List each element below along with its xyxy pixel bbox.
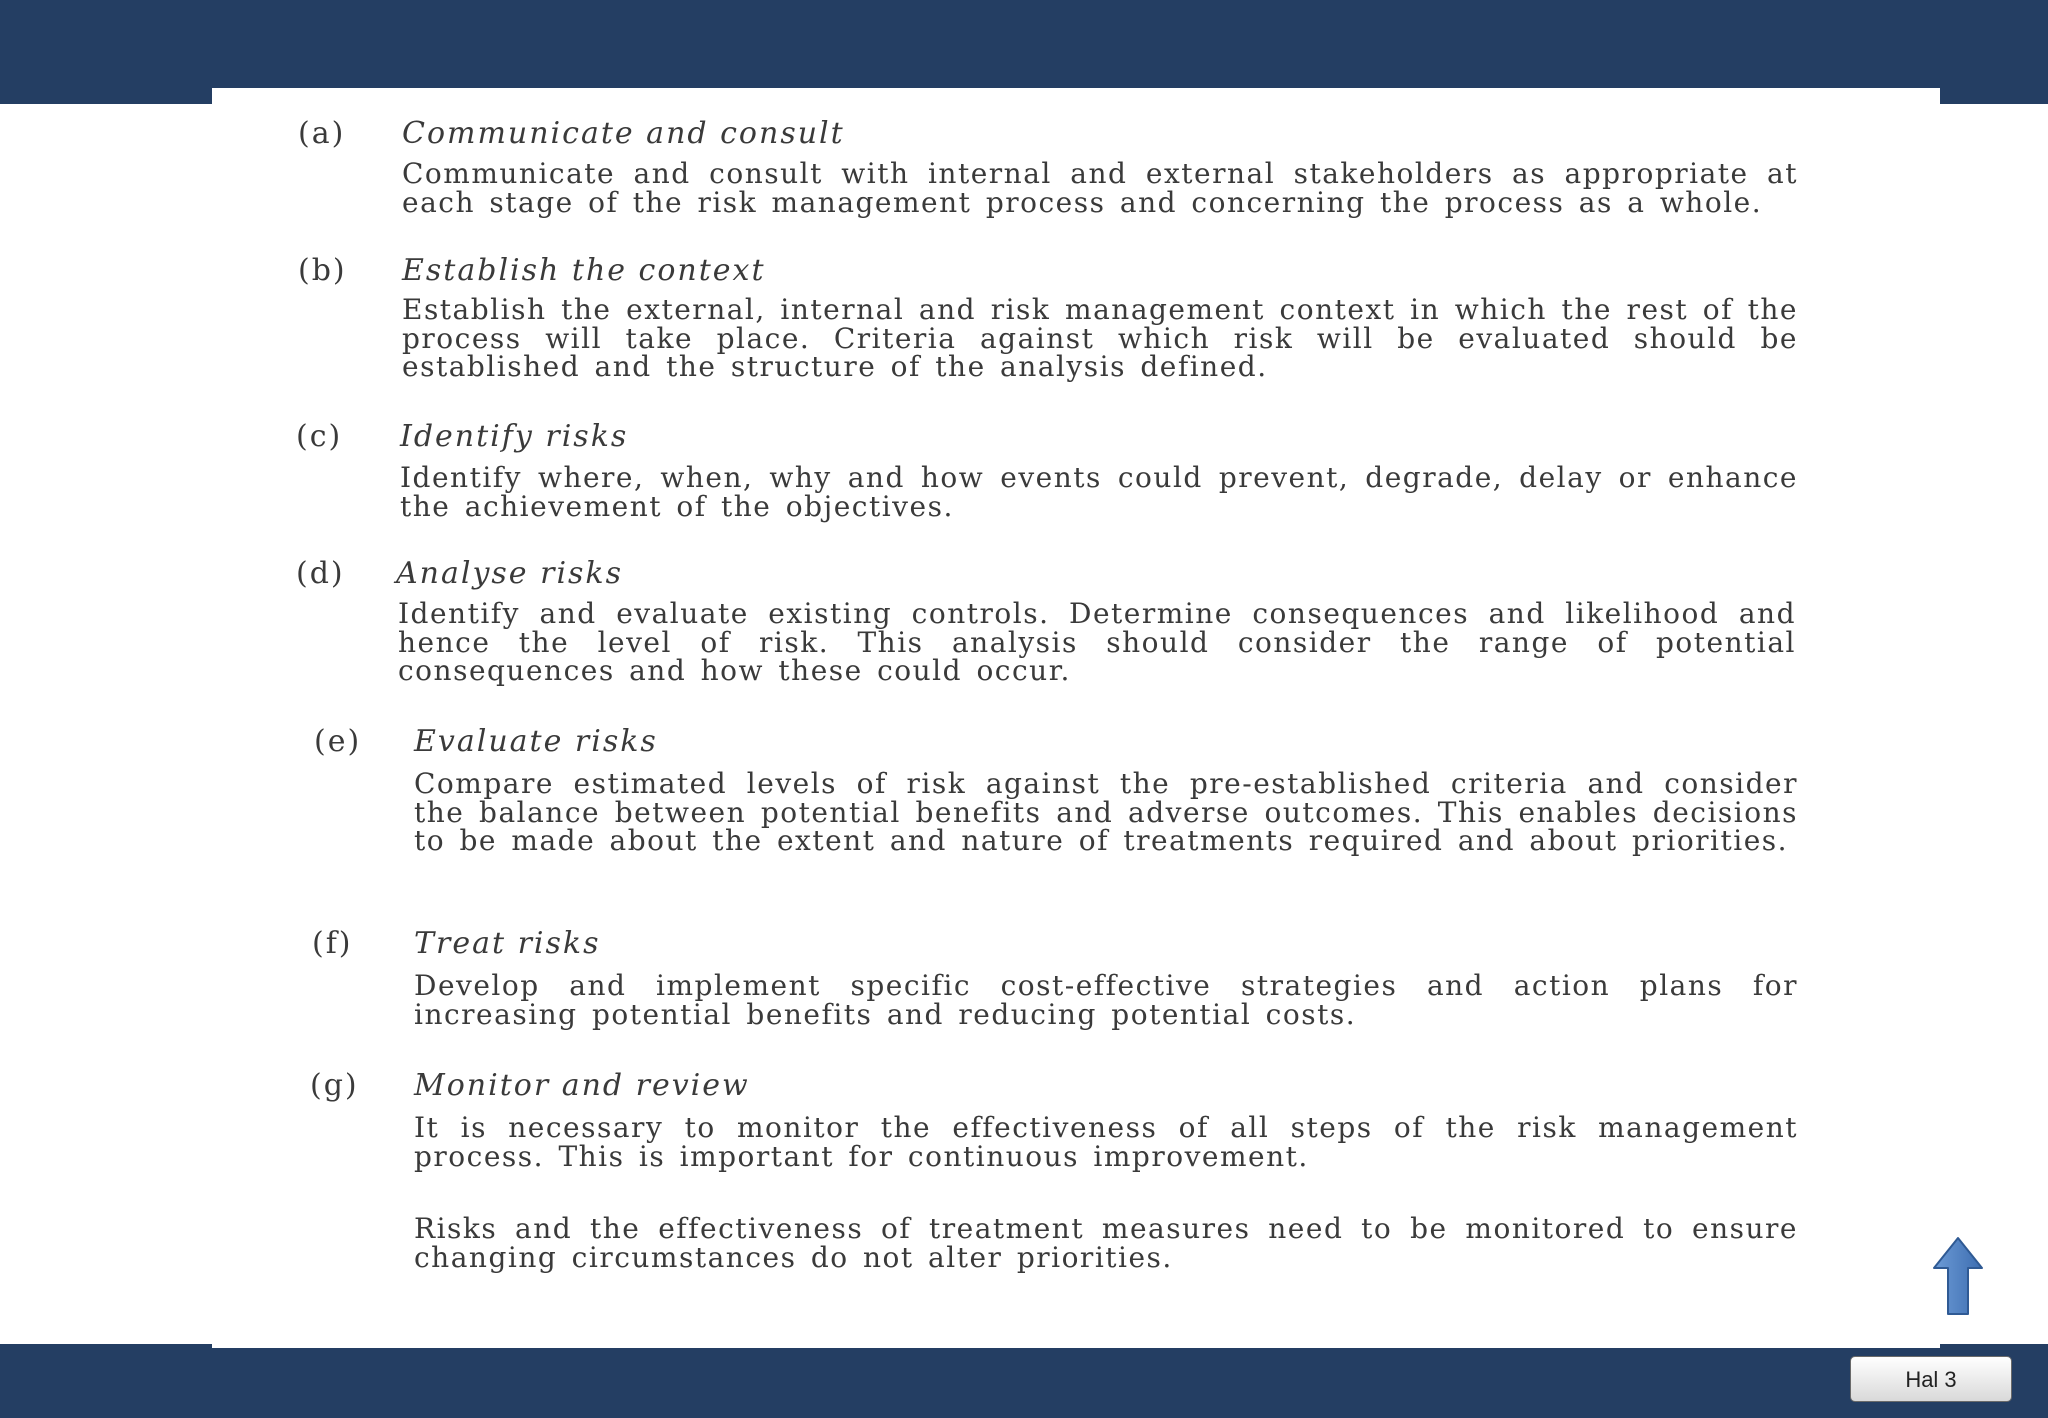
item-paragraph: Compare estimated levels of risk against the pre-established criteria and consider the balance between potential benefits and adverse outcomes. This enables decisions to be made about the extent and nature of treatments required and about priorities. [414, 767, 1798, 857]
item-marker: (d) [296, 556, 345, 591]
item-title: Identify risks [400, 419, 629, 454]
item-marker: (b) [298, 253, 347, 288]
item-title: Evaluate risks [414, 724, 658, 759]
up-arrow-icon[interactable] [1932, 1236, 1984, 1316]
item-paragraph: Risks and the effectiveness of treatment measures need to be monitored to ensure changing circumstances do not alter priorities. [414, 1212, 1798, 1274]
item-paragraph: Communicate and consult with internal and external stakeholders as appropriate at each stage of the risk management process and concerning the process as a whole. [402, 157, 1798, 219]
item-heading-b [298, 253, 1018, 289]
item-heading-e [314, 724, 1034, 760]
item-marker: (c) [296, 419, 343, 454]
item-paragraph: Establish the external, internal and risk management context in which the rest of the process will take place. Criteria against which risk will be evaluated should be established and the structure of the analysis defined. [402, 293, 1798, 383]
item-heading-c [296, 419, 1016, 455]
item-marker: (e) [314, 724, 362, 759]
item-paragraph: Identify and evaluate existing controls. Determine consequences and likelihood and hence the level of risk. This analysis should consider the range of potential consequences and how these could occur. [398, 597, 1796, 687]
item-heading-a [298, 116, 1018, 152]
item-title: Treat risks [414, 926, 601, 961]
item-heading-f [312, 926, 1032, 962]
item-paragraph: It is necessary to monitor the effectiveness of all steps of the risk management process. This is important for continuous improvement. [414, 1111, 1798, 1173]
item-heading-g [310, 1068, 1030, 1104]
item-marker: (f) [312, 926, 353, 961]
item-paragraph: Develop and implement specific cost-effective strategies and action plans for increasing potential benefits and reducing potential costs. [414, 969, 1798, 1031]
item-marker: (g) [310, 1068, 359, 1103]
item-paragraph: Identify where, when, why and how events could prevent, degrade, delay or enhance the achievement of the objectives. [400, 461, 1798, 523]
item-heading-d [296, 556, 1016, 592]
item-title: Analyse risks [396, 556, 624, 591]
item-title: Monitor and review [414, 1068, 750, 1103]
footer-bar [0, 1344, 2048, 1418]
item-marker: (a) [298, 116, 346, 151]
item-title: Communicate and consult [402, 116, 845, 151]
page-number-button[interactable]: Hal 3 [1850, 1356, 2012, 1402]
item-title: Establish the context [402, 253, 766, 288]
